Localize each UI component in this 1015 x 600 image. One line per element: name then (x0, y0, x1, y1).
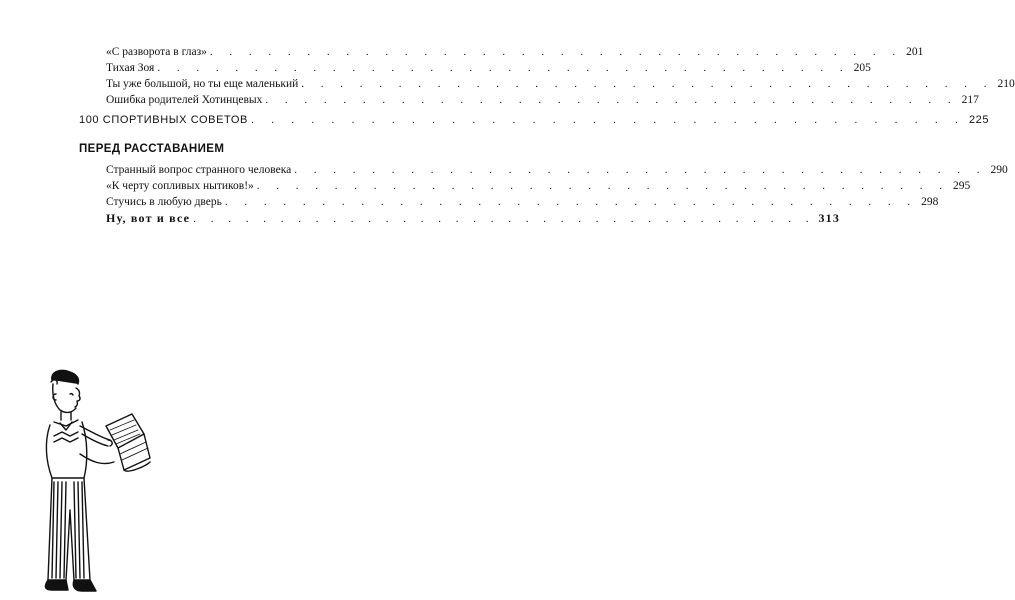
toc-entry (106, 61, 871, 75)
toc-entry-title: «С разворота в глаз» (106, 46, 207, 58)
toc-entry-title: Ошибка родителей Хотинцевых (106, 94, 263, 106)
boy-reading-book-illustration (40, 370, 160, 595)
toc-entry-page: 290 (990, 164, 1008, 176)
toc-entry-title: Ты уже большой, но ты еще маленький (106, 78, 299, 90)
toc-entry (106, 211, 841, 225)
toc-entry-page: 201 (906, 46, 924, 58)
toc-entry-title: Стучись в любую дверь (106, 196, 222, 208)
toc-leader-dots: . . . . . . . . . . . . . . . . . . . . . . . . . . . . . . . . . . . . (193, 213, 815, 225)
toc-entry-title: Ну, вот и все (106, 211, 191, 225)
toc-entry-title: Тихая Зоя (106, 62, 155, 74)
toc-leader-dots: . . . . . . . . . . . . . . . . . . . . . . . . . . . . . . . . . . . . (294, 164, 987, 176)
toc-entry (106, 93, 979, 107)
toc-entry (106, 45, 924, 59)
toc-entry-sport (79, 113, 990, 127)
toc-entry-page: 295 (953, 180, 971, 192)
toc-leader-dots: . . . . . . . . . . . . . . . . . . . . . . . . . . . . . . . . . . . . (265, 94, 958, 106)
toc-entry-title: Странный вопрос странного человека (106, 164, 292, 176)
toc-entry-page: 205 (853, 62, 871, 74)
toc-leader-dots: . . . . . . . . . . . . . . . . . . . . . . . . . . . . . . . . . . . . (224, 196, 918, 208)
section-heading: ПЕРЕД РАССТАВАНИЕМ (79, 143, 225, 155)
toc-entry-page: 313 (818, 211, 841, 225)
toc-entry (106, 195, 939, 209)
toc-entry-page: 210 (997, 78, 1015, 90)
toc-leader-dots: . . . . . . . . . . . . . . . . . . . . . . . . . . . . . . . . . . . . (250, 114, 965, 126)
toc-leader-dots: . . . . . . . . . . . . . . . . . . . . . . . . . . . . . . . . . . . . (256, 180, 950, 192)
toc-entry-page: 298 (921, 196, 939, 208)
toc-entry (106, 163, 1008, 177)
toc-entry-page: 225 (968, 114, 990, 126)
toc-leader-dots: . . . . . . . . . . . . . . . . . . . . . . . . . . . . . . . . . . . . (301, 78, 994, 90)
toc-entry-title: 100 СПОРТИВНЫХ СОВЕТОВ (79, 114, 248, 126)
toc-entry-title: «К черту сопливых нытиков!» (106, 180, 254, 192)
toc-leader-dots: . . . . . . . . . . . . . . . . . . . . . . . . . . . . . . . . . . . . (209, 46, 903, 58)
toc-entry (106, 179, 971, 193)
toc-entry (106, 77, 1015, 91)
toc-leader-dots: . . . . . . . . . . . . . . . . . . . . . . . . . . . . . . . . . . . . (157, 62, 850, 74)
toc-entry-page: 217 (961, 94, 979, 106)
